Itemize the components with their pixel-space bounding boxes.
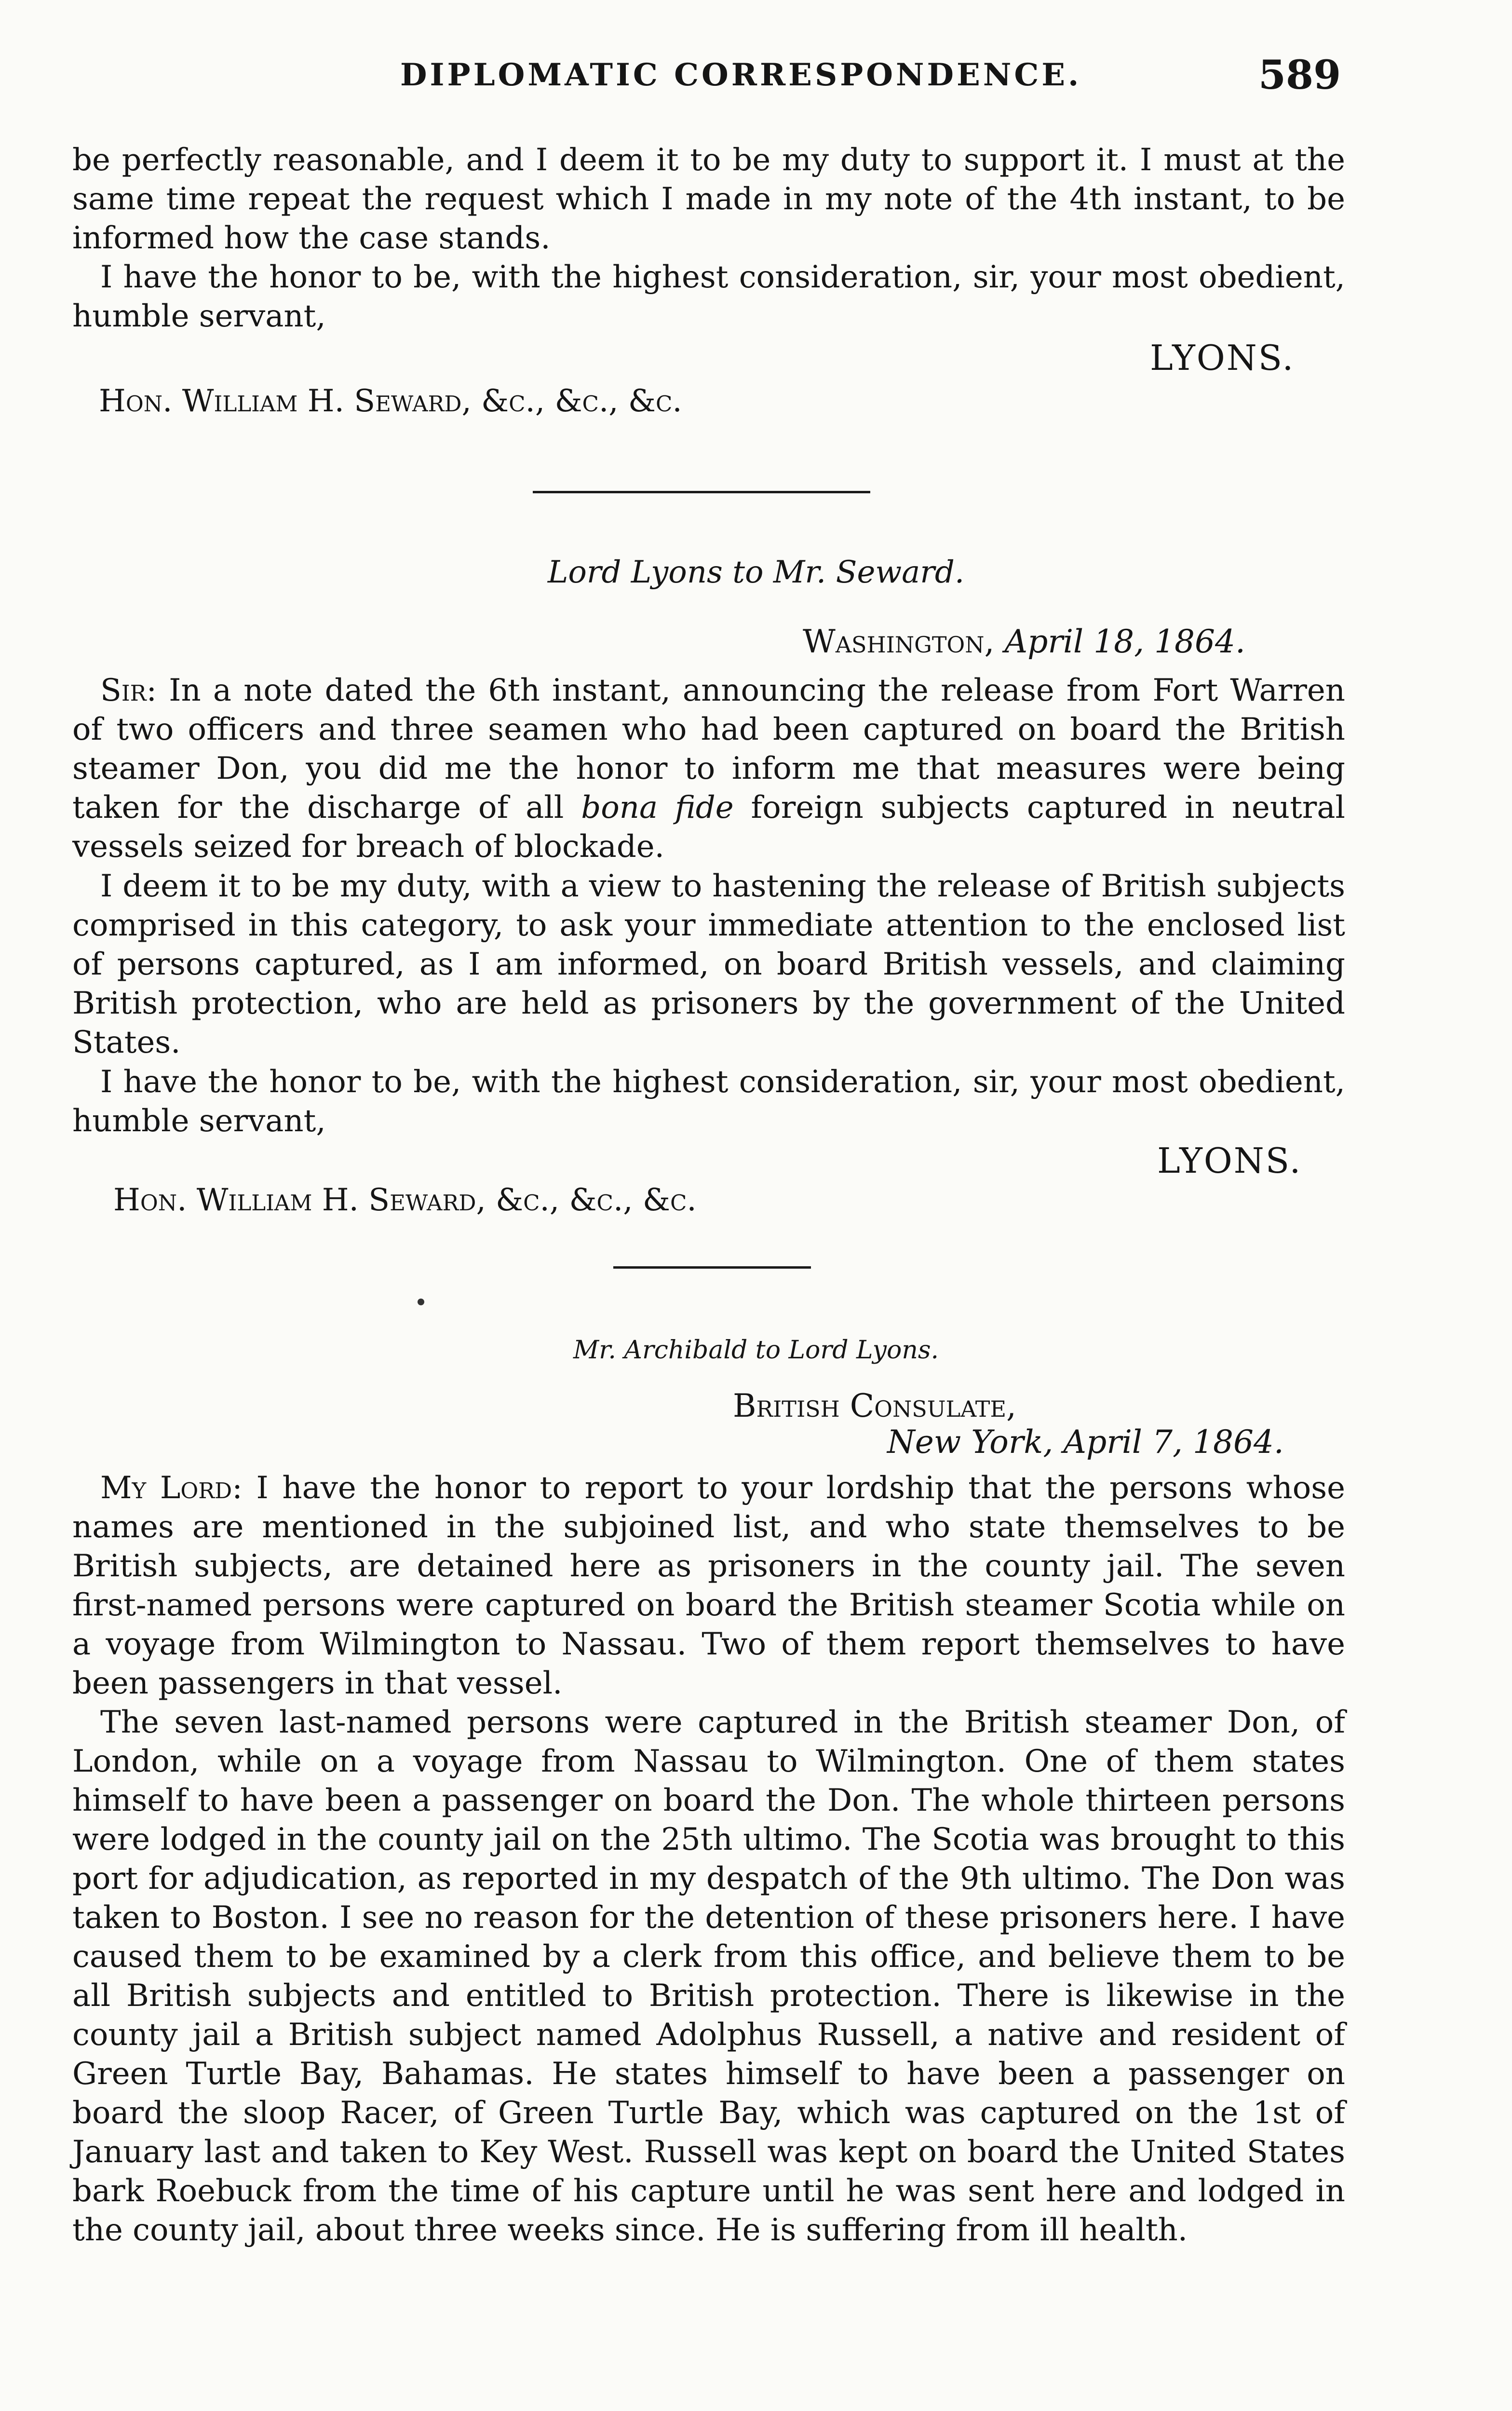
letter3-place: British Consulate, xyxy=(733,1387,1016,1424)
separator-rule-1 xyxy=(533,491,870,493)
letter2-salutation: Sir: xyxy=(100,673,157,708)
letter2-paragraph-2: I deem it to be my duty, with a view to hastening the release of British subjects comprised in this category, to ask your immediate attention to the enclosed list of persons captured, as I am informed, on board British vessels, and claiming British protection, who are held as prisoners by the government of the United States. xyxy=(72,868,1345,1060)
letter2-p1-end: foreign subjects captured in neutral vessels seized for breach of blockade. xyxy=(72,790,1346,865)
letter3-paragraph-1 xyxy=(72,1469,1345,1703)
letter3-p1-text: I have the honor to report to your lordship that the persons whose names are mentioned in the subjoined list, and who state themselves to be British subjects, are detained here as prisoners in the county jail. The seven first-named persons were captured on board the British steamer Scotia while on a voyage from Wilmington to Nassau. Two of them report themselves to have been passengers in that vessel. xyxy=(72,1470,1346,1701)
letter2-date: April 18, 1864. xyxy=(1004,623,1246,660)
letter3-date: New York, April 7, 1864. xyxy=(887,1423,1284,1461)
letter2-place: Washington, xyxy=(803,623,995,660)
letter1-paragraph-2: I have the honor to be, with the highest consideration, sir, your most obedient, humble servant, xyxy=(72,259,1345,334)
letter2-title: Lord Lyons to Mr. Seward. xyxy=(547,555,965,590)
letter1-signature: LYONS. xyxy=(1150,338,1295,378)
letter2-paragraph-1 xyxy=(72,671,1345,867)
page-number: 589 xyxy=(1258,52,1341,98)
letter2-paragraph-3: I have the honor to be, with the highest consideration, sir, your most obedient, humble servant, xyxy=(72,1064,1345,1139)
letter1-paragraph-1: be perfectly reasonable, and I deem it to be my duty to support it. I must at the same time repeat the request which I made in my note of the 4th instant, to be informed how the case stands. xyxy=(72,142,1345,256)
letter1-addressee: Hon. William H. Seward, &c., &c., &c. xyxy=(99,383,682,419)
page-header xyxy=(0,52,1512,105)
letter2-p1-italic: bona fide xyxy=(581,790,734,826)
letter2-signature: LYONS. xyxy=(1157,1140,1302,1181)
letter2-p1-text: In a note dated the 6th instant, announcing the release from Fort Warren of two officers and three seamen who had been captured on board the British steamer Don, you did me the honor to inform me that measures were being taken for the discharge of all xyxy=(72,673,1346,826)
letter3-salutation: My Lord: xyxy=(100,1470,243,1506)
letter2-addressee: Hon. William H. Seward, &c., &c., &c. xyxy=(113,1182,697,1218)
letter2-dateline xyxy=(803,623,1245,660)
letter3-title: Mr. Archibald to Lord Lyons. xyxy=(573,1336,939,1365)
separator-rule-2 xyxy=(613,1266,811,1269)
letter3-paragraph-2: The seven last-named persons were captured in the British steamer Don, of London, while on a voyage from Nassau to Wilmington. One of them states himself to have been a passenger on board the Don. The whole thirteen persons were lodged in the county jail on the 25th ultimo. The Scotia was brought to this port for adjudication, as reported in my despatch of the 9th ultimo. The Don was taken to Boston. I see no reason for the detention of these prisoners here. I have caused them to be examined by a clerk from this office, and believe them to be all British subjects and entitled to British protection. There is likewise in the county jail a British subject named Adolphus Russell, a native and resident of Green Turtle Bay, Bahamas. He states himself to have been a passenger on board the sloop Racer, of Green Turtle Bay, which was captured on the 1st of January last and taken to Key West. Russell was kept on board the United States bark Roebuck from the time of his capture until he was sent here and lodged in the county jail, about three weeks since. He is suffering from ill health. xyxy=(72,1705,1345,2248)
print-speck xyxy=(418,1299,424,1305)
running-head: DIPLOMATIC CORRESPONDENCE. xyxy=(400,57,1082,93)
